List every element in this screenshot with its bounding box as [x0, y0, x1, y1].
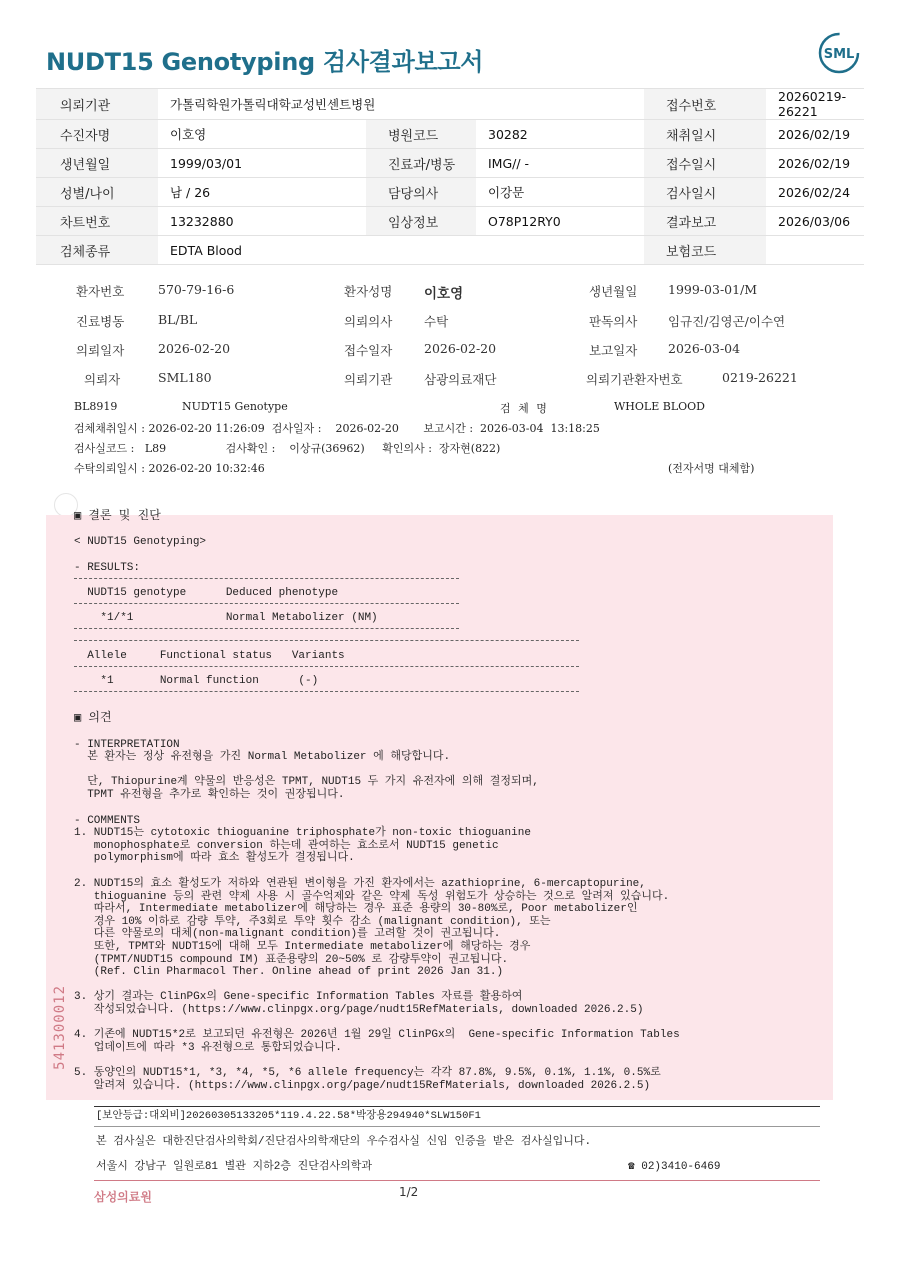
patient-value: 삼광의료재단: [424, 372, 497, 387]
subtitle-genotyping: < NUDT15 Genotyping>: [74, 536, 207, 548]
header-label: 수진자명: [36, 120, 158, 149]
comment-line: 4. 기존에 NUDT15*2로 보고되던 유전형은 2026년 1월 29일 ClinPGx의 Gene-specific Information Tables: [74, 1029, 680, 1041]
header-value: 2026/02/24: [766, 178, 864, 207]
patient-value: 수탁: [424, 314, 449, 329]
header-label: 진료과/병동: [366, 149, 476, 178]
header-label: 접수번호: [644, 89, 766, 120]
header-row: [36, 149, 864, 178]
patient-value: 2026-02-20: [424, 341, 497, 356]
header-label: 의뢰기관: [36, 89, 158, 120]
patient-label: 판독의사: [589, 314, 638, 329]
interpretation-line: TPMT 유전형을 추가로 확인하는 것이 권장됩니다.: [74, 789, 345, 801]
results-label: - RESULTS:: [74, 562, 141, 574]
header-label: 검체종류: [36, 236, 158, 265]
patient-label: 접수일자: [344, 343, 393, 358]
header-label: 결과보고: [644, 207, 766, 236]
hospital-name: 삼성의료원: [94, 1190, 152, 1204]
divider: [74, 691, 579, 692]
certification-note: 본 검사실은 대한진단검사의학회/진단검사의학재단의 우수검사실 신임 인증을 받은 검사실입니다.: [96, 1136, 592, 1148]
header-label: 성별/나이: [36, 178, 158, 207]
section-opinion: ▣ 의견: [74, 711, 112, 725]
comment-line: 따라서, Intermediate metabolizer에 해당하는 경우 표준 용량의 30-80%로, Poor metabolizer인: [74, 903, 638, 916]
test-line-1: 검체채취일시 : 2026-02-20 11:26:09 검사일자 : 2026-02-20 보고시간 : 2026-03-04 13:18:25: [74, 422, 600, 435]
comment-line: 알려져 있습니다. (https://www.clinpgx.org/page/nudt15RefMaterials, downloaded 2026.2.5): [74, 1079, 651, 1092]
comment-line: monophosphate로 conversion 하는데 관여하는 효소로서 NUDT15 genetic: [74, 839, 499, 852]
comment-line: 작성되었습니다. (https://www.clinpgx.org/page/nudt15RefMaterials, downloaded 2026.2.5): [74, 1003, 644, 1016]
security-line: [보안등급:대외비]20260305133205*119.4.22.58*박장용294940*SLW150F1: [96, 1110, 481, 1122]
patient-value: 0219-26221: [722, 370, 798, 385]
header-value: 20260219-26221: [766, 89, 864, 120]
lab-address: 서울시 강남구 일원로81 별관 지하2층 진단검사의학과: [96, 1161, 372, 1173]
header-label: 임상정보: [366, 207, 476, 236]
comment-line: 다른 약물로의 대체(non-malignant condition)를 고려할 것이 권고됩니다.: [74, 928, 501, 941]
header-value: 2026/03/06: [766, 207, 864, 236]
allele-value: *1 Normal function (-): [74, 675, 319, 687]
header-row: [36, 207, 864, 236]
patient-label: 환자번호: [76, 284, 125, 299]
comment-line: polymorphism에 따라 효소 활성도가 결정됩니다.: [74, 852, 355, 865]
patient-value: 2026-03-04: [668, 341, 741, 356]
patient-value: 1999-03-01/M: [668, 282, 758, 297]
patient-label: 의뢰기관: [344, 372, 393, 387]
footer-rule: [94, 1126, 820, 1127]
header-label: 채취일시: [644, 120, 766, 149]
header-label: 생년월일: [36, 149, 158, 178]
logo-text: SML: [823, 47, 855, 62]
comment-line: thioguanine 등의 관련 약제 사용 시 골수억제와 같은 약제 독성 위험도가 상승하는 것으로 알려져 있습니다.: [74, 890, 670, 903]
test-code: BL8919: [74, 400, 118, 413]
comment-line: 경우 10% 이하로 감량 투약, 주3회로 투약 횟수 감소 (malignant condition), 또는: [74, 915, 551, 928]
test-line-3: 수탁의뢰일시 : 2026-02-20 10:32:46: [74, 462, 265, 475]
specimen-label: 검 체 명: [500, 402, 549, 415]
patient-value: BL/BL: [158, 312, 198, 327]
specimen-value: WHOLE BLOOD: [614, 400, 705, 413]
header-value: EDTA Blood: [158, 236, 644, 265]
header-value: 2026/02/19: [766, 149, 864, 178]
divider: [74, 578, 459, 579]
divider: [74, 628, 459, 629]
header-value: 이강문: [476, 178, 644, 207]
comments-label: - COMMENTS: [74, 815, 141, 827]
comment-line: (Ref. Clin Pharmacol Ther. Online ahead of print 2026 Jan 31.): [74, 966, 504, 979]
header-row: [36, 236, 864, 265]
interpretation-line: 단, Thiopurine계 약물의 반응성은 TPMT, NUDT15 두 가지 유전자에 의해 결정되며,: [74, 776, 539, 788]
header-value: 남 / 26: [158, 178, 366, 207]
footer-rule: [94, 1106, 820, 1107]
sml-logo: [818, 32, 860, 74]
header-value: 2026/02/19: [766, 120, 864, 149]
divider: [74, 666, 579, 667]
header-row: [36, 89, 864, 120]
footer-accent-rule: [94, 1180, 820, 1181]
patient-label: 생년월일: [589, 284, 638, 299]
header-value: 30282: [476, 120, 644, 149]
patient-label: 의뢰자: [84, 372, 121, 387]
results-value: *1/*1 Normal Metabolizer (NM): [74, 612, 378, 624]
section-conclusion: ▣ 결론 및 진단: [74, 509, 161, 523]
lab-phone: ☎ 02)3410-6469: [628, 1161, 721, 1173]
header-label: 검사일시: [644, 178, 766, 207]
allele-header: Allele Functional status Variants: [74, 650, 345, 662]
patient-label: 진료병동: [76, 314, 125, 329]
test-name: NUDT15 Genotype: [182, 400, 288, 413]
patient-label: 환자성명: [344, 284, 393, 299]
patient-label: 의뢰일자: [76, 343, 125, 358]
comment-line: 1. NUDT15는 cytotoxic thioguanine triphosphate가 non-toxic thioguanine: [74, 827, 531, 839]
header-label: 담당의사: [366, 178, 476, 207]
header-value: O78P12RY0: [476, 207, 644, 236]
comment-line: 5. 동양인의 NUDT15*1, *3, *4, *5, *6 allele frequency는 각각 87.8%, 9.5%, 0.1%, 1.1%, 0.5%로: [74, 1067, 661, 1079]
header-value: IMG// -: [476, 149, 644, 178]
divider: [74, 640, 579, 641]
header-value: 가톨릭학원가톨릭대학교성빈센트병원: [158, 89, 644, 120]
divider: [74, 603, 459, 604]
interpretation-label: - INTERPRETATION: [74, 739, 180, 751]
comment-line: (TPMT/NUDT15 compound IM) 표준용량의 20~50% 로 감량투약이 권고됩니다.: [74, 953, 509, 966]
report-title: NUDT15 Genotyping 검사결과보고서: [46, 48, 484, 76]
header-row: [36, 178, 864, 207]
patient-value: 임규진/김영곤/이수연: [668, 314, 786, 329]
interpretation-line: 본 환자는 정상 유전형을 가진 Normal Metabolizer 에 해당합니다.: [74, 751, 451, 763]
header-info-table: [36, 88, 864, 265]
comment-line: 업데이트에 따라 *3 유전형으로 통합되었습니다.: [74, 1041, 342, 1054]
header-value: 13232880: [158, 207, 366, 236]
esign-note: (전자서명 대체함): [668, 462, 755, 475]
header-label: 병원코드: [366, 120, 476, 149]
patient-label: 의뢰의사: [344, 314, 393, 329]
test-line-2: 검사실코드 : L89 검사확인 : 이상규(36962) 확인의사 : 장자현(822): [74, 442, 501, 455]
header-value: 이호영: [158, 120, 366, 149]
page-number: 1/2: [399, 1185, 419, 1199]
patient-value: SML180: [158, 370, 212, 385]
patient-label: 보고일자: [589, 343, 638, 358]
patient-value: 2026-02-20: [158, 341, 231, 356]
comment-line: 2. NUDT15의 효소 활성도가 저하와 연관된 변이형을 가진 환자에서는 azathioprine, 6-mercaptopurine,: [74, 878, 646, 890]
patient-label: 의뢰기관환자번호: [586, 372, 683, 387]
results-header: NUDT15 genotype Deduced phenotype: [74, 587, 339, 599]
header-value: 1999/03/01: [158, 149, 366, 178]
header-value: [766, 236, 864, 265]
patient-value: 이호영: [424, 286, 464, 302]
comment-line: 또한, TPMT와 NUDT15에 대해 모두 Intermediate metabolizer에 해당하는 경우: [74, 941, 531, 953]
patient-value: 570-79-16-6: [158, 282, 235, 297]
header-row: [36, 120, 864, 149]
comment-line: 3. 상기 결과는 ClinPGx의 Gene-specific Information Tables 자료를 활용하여: [74, 991, 523, 1003]
header-label: 접수일시: [644, 149, 766, 178]
header-label: 보험코드: [644, 236, 766, 265]
header-label: 차트번호: [36, 207, 158, 236]
side-number: 541300012: [52, 985, 68, 1070]
